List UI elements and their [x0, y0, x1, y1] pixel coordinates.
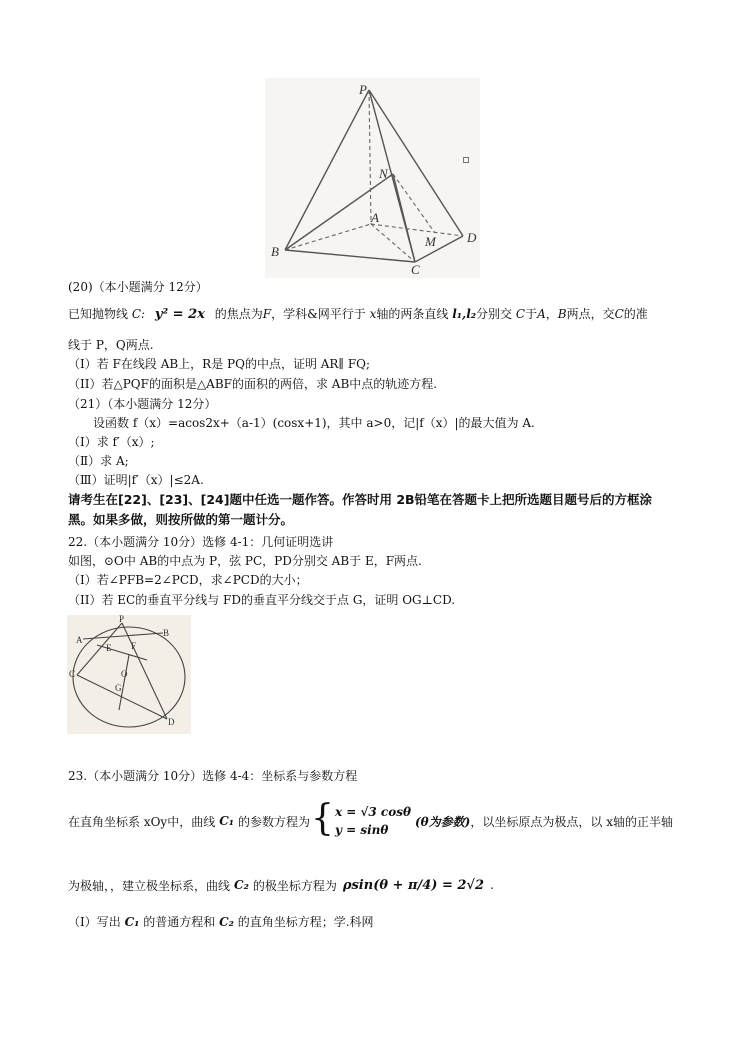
q20-text: ，学科&网平行于 [271, 307, 366, 321]
q23-line2 [68, 872, 494, 898]
polar-equation: ρsin(θ + π/4) = 2√2 [342, 877, 485, 893]
q21-item1: （Ⅰ）求 f′（x）; [68, 435, 155, 449]
q22-item2: （II）若 EC的垂直平分线与 FD的垂直平分线交于点 G，证明 OG⊥CD. [68, 593, 456, 607]
label-c: C [69, 669, 76, 679]
parametric-system [335, 803, 411, 839]
q23-text: 的直角坐标方程；学.科网 [237, 915, 374, 929]
q20-item2: （II）若△PQF的面积是△ABF的面积的两倍，求 AB中点的轨迹方程. [68, 377, 438, 391]
label-a: A [371, 210, 379, 225]
q23-text: （I）写出 [68, 915, 121, 929]
label-c: C [411, 262, 420, 277]
q20-curve-label: C: [131, 307, 146, 321]
label-f: F [131, 641, 137, 651]
q23-text: 的普通方程和 [143, 915, 216, 929]
label-m: M [425, 234, 436, 249]
q20-line1 [68, 305, 648, 322]
chord-cd [77, 675, 167, 719]
label-p: P [119, 615, 125, 624]
param-note: (θ为参数) [415, 814, 471, 829]
q23-text: 的极坐标方程为 [252, 878, 337, 893]
q23-item1 [68, 913, 374, 930]
label-b: B [163, 628, 170, 638]
label-g: G [115, 683, 122, 693]
chord-ab [83, 633, 163, 639]
q23-text: 的参数方程为 [238, 814, 311, 829]
q20-text: 分别交 [476, 307, 513, 321]
label-e: E [106, 643, 112, 653]
q23-text: . [490, 878, 494, 892]
curve-c1: C₁ [124, 915, 140, 929]
bisector-1 [97, 645, 147, 660]
q20-text: 的准 [623, 307, 648, 321]
q20-var: C [614, 307, 624, 321]
q22-item1: （I）若∠PFB=2∠PCD，求∠PCD的大小； [68, 573, 308, 587]
q20-text: 的焦点为 [214, 307, 263, 321]
instruction-line1: 请考生在[22]、[23]、[24]题中任选一题作答。作答时用 2B铅笔在答题卡上把所选题目题号后的方框涂 [68, 492, 653, 507]
label-o: O [121, 669, 128, 679]
q21-stem: 设函数 f（x）=acos2x+（a-1）(cosx+1)，其中 a>0，记|f（x）|的最大值为 A. [93, 416, 535, 430]
parabola-equation: y² = 2x [154, 307, 205, 322]
label-n: N [379, 166, 388, 181]
circle-o [73, 627, 185, 727]
q20-var: B [557, 307, 567, 321]
curve-c2: C₂ [234, 878, 249, 892]
label-p: P [359, 82, 367, 97]
label-b: B [271, 244, 279, 259]
param-eq-x: x = √3 cosθ [334, 805, 411, 819]
q20-text: ， [545, 307, 558, 321]
param-eq-y: y = sinθ [334, 823, 389, 837]
q21-header: （21）（本小题满分 12分） [68, 397, 217, 411]
system-brace: { [311, 798, 334, 839]
q20-text: 于 [525, 307, 538, 321]
curve-c2: C₂ [219, 915, 234, 929]
q20-item1: （I）若 F在线段 AB上，R是 PQ的中点，证明 AR∥ FQ; [68, 357, 371, 371]
q23-text: 在直角坐标系 xOy中，曲线 [68, 814, 216, 829]
q21-item2: （Ⅱ）求 A; [68, 454, 129, 468]
q20-header: (20)（本小题满分 12分） [68, 280, 208, 294]
q20-text: 已知抛物线 [68, 307, 129, 321]
q22-stem: 如图，⊙O中 AB的中点为 P，弦 PC，PD分别交 AB于 E，F两点. [68, 554, 422, 568]
q23-line1 [68, 796, 673, 846]
q23-text: ，以坐标原点为极点，以 x轴的正半轴 [470, 814, 673, 829]
curve-c1: C₁ [219, 814, 235, 828]
instruction-line2: 黑。如果多做，则按所做的第一题计分。 [68, 512, 294, 527]
label-d: D [467, 230, 477, 245]
label-d: D [168, 717, 175, 727]
q20-var: A [537, 307, 546, 321]
pyramid-figure [265, 78, 480, 278]
q22-header: 22.（本小题满分 10分）选修 4-1：几何证明选讲 [68, 535, 334, 549]
chord-pd [122, 623, 170, 719]
chord-pc [77, 623, 122, 675]
q20-text: 两点，交 [566, 307, 615, 321]
q20-text: 轴的两条直线 [376, 307, 449, 321]
q20-var: F [262, 307, 272, 321]
line-symbols: l₁,l₂ [452, 307, 477, 321]
circle-figure [67, 615, 191, 734]
q20-var: x [369, 307, 377, 321]
label-a: A [76, 635, 83, 645]
small-square-mark [463, 157, 469, 163]
q23-text: 为极轴，，建立极坐标系，曲线 [68, 878, 231, 893]
figure-background [265, 78, 480, 278]
q20-line2: 线于 P，Q两点. [68, 338, 154, 352]
q23-header: 23.（本小题满分 10分）选修 4-4：坐标系与参数方程 [68, 769, 358, 783]
q21-item3: （Ⅲ）证明|f′（x）|≤2A. [68, 473, 204, 487]
q20-var: C [515, 307, 526, 321]
